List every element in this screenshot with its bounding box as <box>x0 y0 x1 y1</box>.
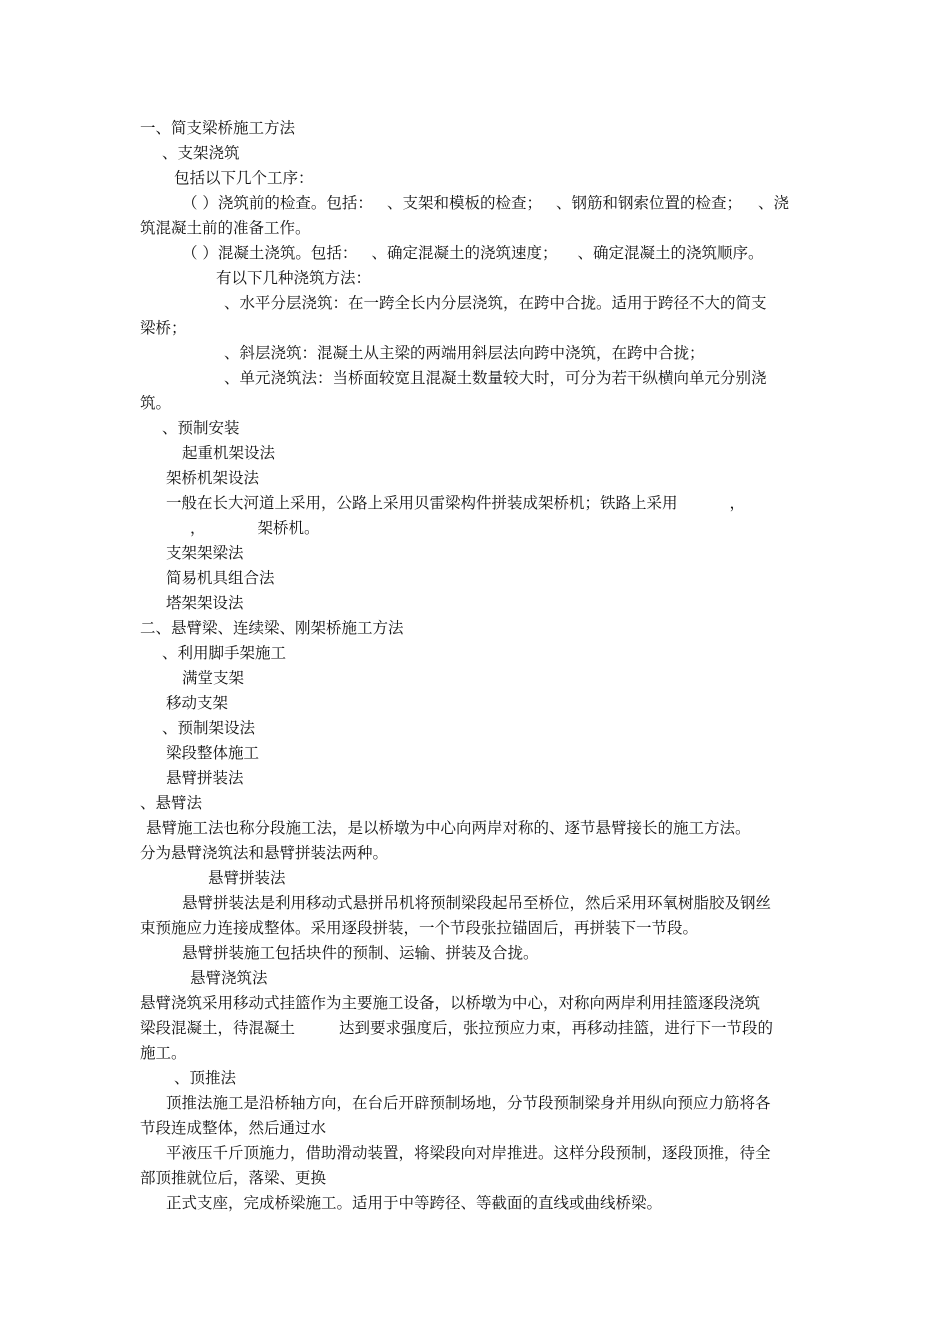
text: 、浇 <box>757 194 789 212</box>
text: 正式支座，完成桥梁施工。适用于中等跨径、等截面的直线或曲线桥梁。 <box>166 1194 663 1212</box>
paragraph-line <box>140 316 820 341</box>
text: 、悬臂法 <box>140 794 203 812</box>
text: 分为悬臂浇筑法和悬臂拼装法两种。 <box>140 844 389 862</box>
paragraph-line <box>140 1116 820 1141</box>
text: 顶推法施工是沿桥轴方向，在台后开辟预制场地，分节段预制梁身并用纵向预应力筋将各 <box>166 1094 771 1112</box>
paragraph-line <box>140 216 820 241</box>
paragraph-line <box>166 466 846 491</box>
text: 满堂支架 <box>182 669 245 687</box>
paragraph-line <box>190 516 870 541</box>
text: 、水平分层浇筑：在一跨全长内分层浇筑，在跨中合拢。适用于跨径不大的简支 <box>224 294 767 312</box>
paragraph-line <box>146 816 826 841</box>
paragraph-line <box>224 291 904 316</box>
text: 部顶推就位后，落梁、更换 <box>140 1169 327 1187</box>
text: 悬臂施工法也称分段施工法，是以桥墩为中心向两岸对称的、逐节悬臂接长的施工方法。 <box>146 819 751 837</box>
text: 架桥机架设法 <box>166 469 260 487</box>
paragraph-line <box>166 541 846 566</box>
paragraph-line <box>166 1191 846 1216</box>
text: 包括以下几个工序： <box>174 169 314 187</box>
text: 悬臂浇筑采用移动式挂篮作为主要施工设备，以桥墩为中心，对称向两岸利用挂篮逐段浇筑 <box>140 994 761 1012</box>
paragraph-line <box>166 741 846 766</box>
text: 施工。 <box>140 1044 187 1062</box>
text: ， <box>190 519 206 537</box>
text: 、顶推法 <box>174 1069 237 1087</box>
text: 筑。 <box>140 394 172 412</box>
text: （ ）浇筑前的检查。包括： <box>182 194 373 212</box>
paragraph-line <box>166 566 846 591</box>
text: 简易机具组合法 <box>166 569 275 587</box>
text: 起重机架设法 <box>182 444 276 462</box>
heading-2 <box>140 616 820 641</box>
subheading <box>140 791 820 816</box>
text: 、单元浇筑法：当桥面较宽且混凝土数量较大时，可分为若干纵横向单元分别浇 <box>224 369 767 387</box>
paragraph-line <box>140 391 820 416</box>
subheading <box>162 416 842 441</box>
paragraph-line <box>140 841 820 866</box>
text: 、确定混凝土的浇筑顺序。 <box>577 244 764 262</box>
text: 架桥机。 <box>257 519 320 537</box>
text: 、确定混凝土的浇筑速度； <box>371 244 558 262</box>
text: 悬臂浇筑法 <box>190 969 268 987</box>
text: 悬臂拼装施工包括块件的预制、运输、拼装及合拢。 <box>182 944 539 962</box>
text: 有以下几种浇筑方法： <box>216 269 372 287</box>
text: （ ）混凝土浇筑。包括： <box>182 244 358 262</box>
text: 梁段混凝土，待混凝土 <box>140 1019 296 1037</box>
text: 节段连成整体，然后通过水 <box>140 1119 327 1137</box>
paragraph-line <box>182 441 862 466</box>
subheading <box>162 716 842 741</box>
text: 、支架浇筑 <box>162 144 240 162</box>
paragraph-line <box>182 941 862 966</box>
text: 悬臂拼装法是利用移动式悬拼吊机将预制梁段起吊至桥位，然后采用环氧树脂胶及钢丝 <box>182 894 772 912</box>
paragraph-line <box>166 766 846 791</box>
paragraph-line <box>224 341 904 366</box>
text: 束预施应力连接成整体。采用逐段拼装，一个节段张拉锚固后，再拼装下一节段。 <box>140 919 699 937</box>
heading-2-text: 二、悬臂梁、连续梁、刚架桥施工方法 <box>140 619 404 637</box>
subheading <box>208 866 888 891</box>
paragraph-line <box>140 916 820 941</box>
text: 一般在长大河道上采用，公路上采用贝雷梁构件拼装成架桥机；铁路上采用 <box>166 494 678 512</box>
text: 梁桥； <box>140 319 187 337</box>
paragraph-line <box>166 591 846 616</box>
text: 梁段整体施工 <box>166 744 260 762</box>
text: 、预制架设法 <box>162 719 256 737</box>
text: 悬臂拼装法 <box>208 869 286 887</box>
text: 筑混凝土前的准备工作。 <box>140 219 311 237</box>
paragraph-line <box>182 191 862 216</box>
text: 、利用脚手架施工 <box>162 644 287 662</box>
text: 塔架架设法 <box>166 594 244 612</box>
text: 支架架梁法 <box>166 544 244 562</box>
subheading <box>162 641 842 666</box>
paragraph-line <box>140 1166 820 1191</box>
subheading <box>174 1066 854 1091</box>
paragraph-line <box>140 1041 820 1066</box>
paragraph-line <box>140 991 820 1016</box>
text: 平液压千斤顶施力，借助滑动装置，将梁段向对岸推进。这样分段预制，逐段顶推，待全 <box>166 1144 771 1162</box>
text: ， <box>729 494 746 512</box>
paragraph-line <box>174 166 854 191</box>
paragraph-line <box>182 891 862 916</box>
text: 、预制安装 <box>162 419 240 437</box>
paragraph-line <box>166 691 846 716</box>
paragraph-line <box>216 266 896 291</box>
paragraph-line <box>166 1091 846 1116</box>
text: 、钢筋和钢索位置的检查； <box>555 194 742 212</box>
subheading <box>162 141 842 166</box>
paragraph-line <box>182 666 862 691</box>
text: 、支架和模板的检查； <box>386 194 542 212</box>
heading-1-text: 一、简支梁桥施工方法 <box>140 119 296 137</box>
text: 、斜层浇筑：混凝土从主梁的两端用斜层法向跨中浇筑，在跨中合拢； <box>224 344 705 362</box>
text: 移动支架 <box>166 694 229 712</box>
text: 悬臂拼装法 <box>166 769 244 787</box>
text: 达到要求强度后，张拉预应力束，再移动挂篮，进行下一节段的 <box>339 1019 774 1037</box>
paragraph-line <box>166 1141 846 1166</box>
paragraph-line <box>182 241 862 266</box>
paragraph-line <box>166 491 846 516</box>
subheading <box>190 966 870 991</box>
paragraph-line <box>224 366 904 391</box>
heading-1 <box>140 116 820 141</box>
paragraph-line <box>140 1016 820 1041</box>
